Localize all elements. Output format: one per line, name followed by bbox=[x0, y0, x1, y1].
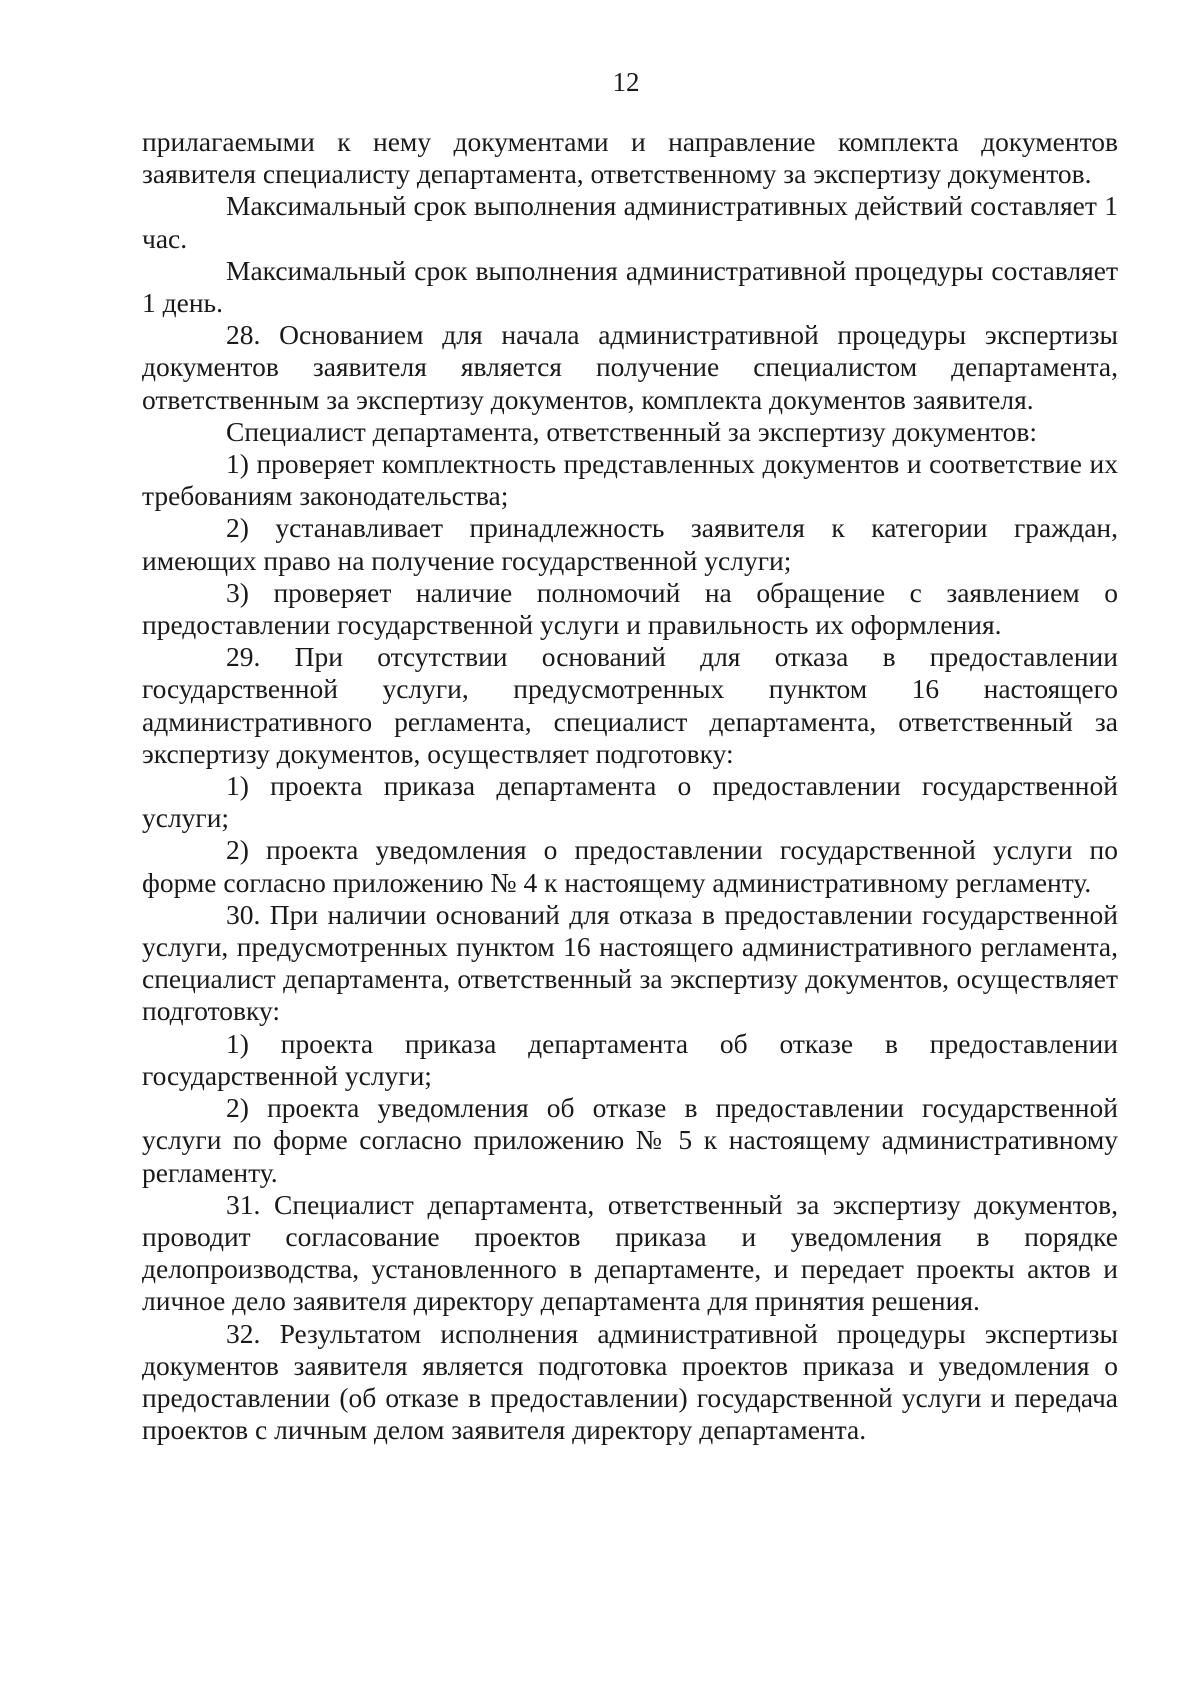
list-item-30-1: 1) проекта приказа департамента об отказе в предоставлении государственной услуги; bbox=[142, 1027, 1118, 1091]
paragraph-30: 30. При наличии оснований для отказа в предоставлении государственной услуги, предусмотренных пунктом 16 настоящего административного регламента, специалист департамента, ответственный за экспертизу документов, осуществляет подготовку: bbox=[142, 898, 1118, 1027]
paragraph-32: 32. Результатом исполнения административной процедуры экспертизы документов заявителя является подготовка проектов приказа и уведомления о предоставлении (об отказе в предоставлении) государственной услуги и передача проектов с личным делом заявителя директору департамента. bbox=[142, 1317, 1118, 1446]
list-item-30-2: 2) проекта уведомления об отказе в предоставлении государственной услуги по форме согласно приложению № 5 к настоящему административному регламенту. bbox=[142, 1092, 1118, 1188]
list-item-28-3: 3) проверяет наличие полномочий на обращение с заявлением о предоставлении государственной услуги и правильность их оформления. bbox=[142, 576, 1118, 641]
list-item-28-1: 1) проверяет комплектность представленных документов и соответствие их требованиям законодательства; bbox=[142, 448, 1118, 512]
page-number: 12 bbox=[612, 67, 640, 97]
paragraph-28: 28. Основанием для начала административной процедуры экспертизы документов заявителя является получение специалистом департамента, ответственным за экспертизу документов, комплекта документов заявителя. bbox=[142, 319, 1118, 415]
paragraph-max-time-actions: Максимальный срок выполнения административных действий составляет 1 час. bbox=[142, 190, 1118, 254]
list-item-29-1: 1) проекта приказа департамента о предоставлении государственной услуги; bbox=[142, 770, 1118, 834]
list-item-28-2: 2) устанавливает принадлежность заявителя к категории граждан, имеющих право на получение государственной услуги; bbox=[142, 512, 1118, 576]
paragraph-continuation: прилагаемыми к нему документами и направление комплекта документов заявителя специалисту департамента, ответственному за экспертизу документов. bbox=[142, 126, 1118, 190]
paragraph-31: 31. Специалист департамента, ответственный за экспертизу документов, проводит согласование проектов приказа и уведомления в порядке делопроизводства, установленного в департаменте, и передает проекты актов и личное дело заявителя директору департамента для принятия решения. bbox=[142, 1188, 1118, 1317]
list-item-29-2: 2) проекта уведомления о предоставлении государственной услуги по форме согласно приложению № 4 к настоящему административному регламенту. bbox=[142, 834, 1118, 898]
document-body bbox=[142, 126, 1118, 1446]
paragraph-specialist-duties: Специалист департамента, ответственный за экспертизу документов: bbox=[226, 415, 1037, 447]
paragraph-max-time-procedure: Максимальный срок выполнения административной процедуры составляет 1 день. bbox=[142, 254, 1118, 319]
paragraph-29: 29. При отсутствии оснований для отказа в предоставлении государственной услуги, предусмотренных пунктом 16 настоящего административного регламента, специалист департамента, ответственный за экспертизу документов, осуществляет подготовку: bbox=[142, 641, 1118, 769]
